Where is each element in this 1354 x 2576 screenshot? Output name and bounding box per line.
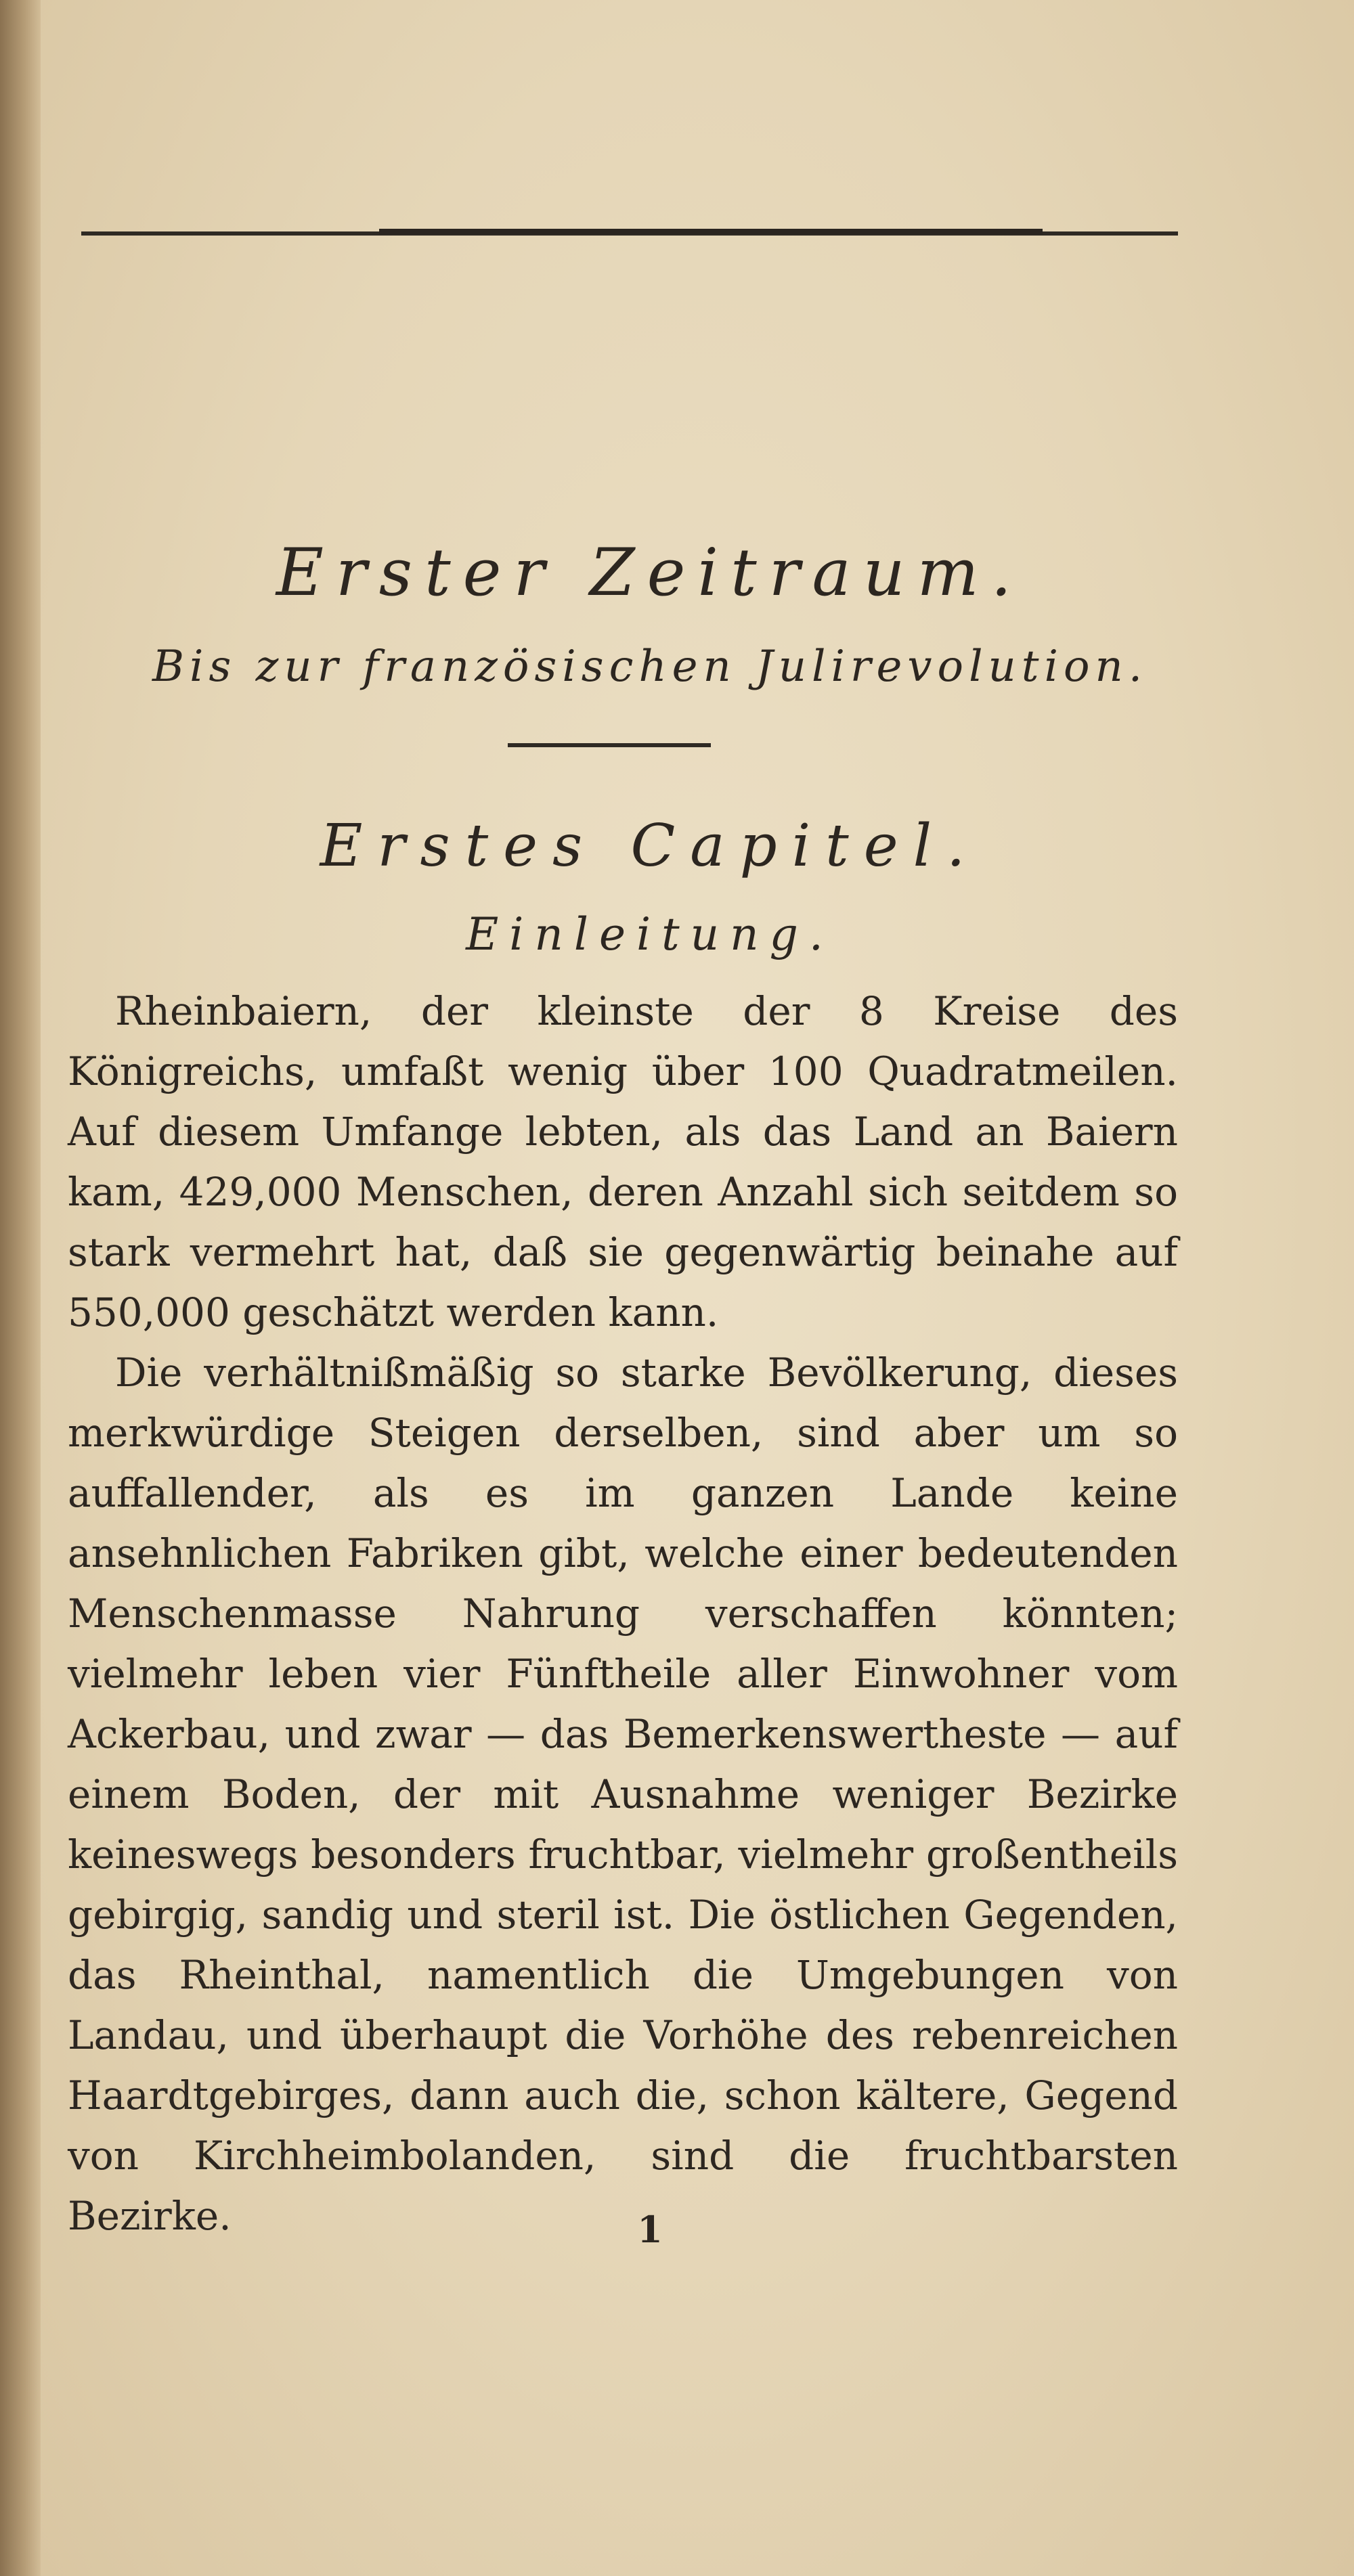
page-number: 1 — [637, 2208, 663, 2251]
top-rule-thick — [379, 229, 1043, 234]
paragraph: Die verhältnißmäßig so starke Bevölkerung, dieses merkwürdige Steigen derselben, sind aber um so auffallender, als es im ganzen Lande keine ansehnlichen Fabriken gibt, welche einer bedeutenden Menschenmasse Nahrung verschaffen könnten; vielmehr leben vier Fünftheile aller Einwohner vom Ackerbau, und zwar — das Bemerkenswertheste — auf einem Boden, der mit Ausnahme weniger Bezirke keineswegs besonders fruchtbar, vielmehr großentheils gebirgig, sandig und steril ist. Die östlichen Gegenden, das Rheinthal, namentlich die Umgebungen von Landau, und überhaupt die Vorhöhe des rebenreichen Haardtgebirges, dann auch die, schon kältere, Gegend von Kirchheimbolanden, sind die fruchtbarsten Bezirke. — [68, 1350, 1178, 2239]
paragraph: Rheinbaiern, der kleinste der 8 Kreise des Königreichs, umfaßt wenig über 100 Quadratmeilen. Auf diesem Umfange lebten, als das Land an Baiern kam, 429,000 Menschen, deren Anzahl sich seitdem so stark vermehrt hat, daß sie gegenwärtig beinahe auf 550,000 geschätzt werden kann. — [68, 988, 1178, 1335]
period-title: Erster Zeitraum. — [276, 535, 1024, 610]
period-subtitle: Bis zur französischen Julirevolution. — [152, 642, 1148, 692]
book-page — [41, 0, 1354, 2576]
body-text — [68, 981, 1178, 2246]
chapter-title: Erstes Capitel. — [320, 812, 980, 880]
section-title: Einleitung. — [466, 908, 834, 960]
section-divider — [508, 743, 711, 747]
book-gutter-edge — [0, 0, 41, 2576]
